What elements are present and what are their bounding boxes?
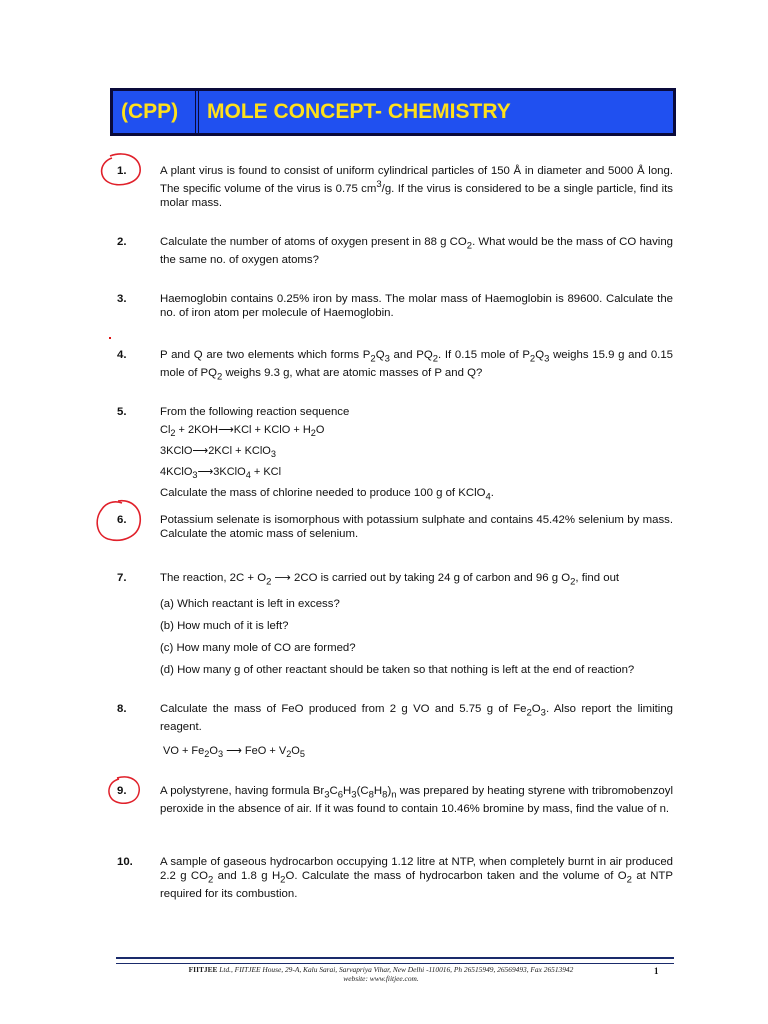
- footer-rule: [116, 957, 674, 964]
- page-number: 1: [654, 966, 659, 976]
- question-text: A sample of gaseous hydrocarbon occupying 1.12 litre at NTP, when completely burnt in air produced 2.2 g $CO_2$ and 1.8 g $H_2O$. Calculate the mass of hydrocarbon taken and the volume of $O_2$ at NTP required for its combustion.: [160, 856, 673, 901]
- question-outro: Calculate the mass of chlorine needed to produce 100 g of KClO$_4$.: [160, 486, 494, 502]
- question-number: 10.: [117, 856, 133, 868]
- question-number: 4.: [117, 349, 127, 361]
- option-b: (b) How much of it is left?: [160, 620, 289, 633]
- question-9: [117, 784, 673, 816]
- option-a: (a) Which reactant is left in excess?: [160, 598, 340, 611]
- header-bar: [110, 88, 676, 136]
- reaction-equation: VO + $Fe_2O_3$ ⟶ FeO + $V_2O_5$: [163, 745, 305, 760]
- stray-pen-mark: [109, 337, 111, 339]
- footer-address: FIITJEE Ltd., FIITJEE House, 29-A, Kalu Sarai, Sarvapriya Vihar, New Delhi -110016, Ph 26515949, 26569493, Fax 26513942 website: www.fiitjee.com.: [116, 965, 646, 983]
- question-number: 3.: [117, 293, 127, 305]
- reaction-equation-1: $Cl_2$ + 2KOH⟶KCl + KClO + $H_2O$: [160, 424, 325, 439]
- question-stem: The reaction, $2C + O_2$ ⟶ 2CO is carried out by taking 24 g of carbon and 96 g $O_2$, find out: [160, 572, 620, 588]
- question-number: 6.: [117, 514, 127, 526]
- worksheet-code: (CPP): [113, 91, 199, 133]
- question-6: [117, 513, 673, 541]
- question-number: 1.: [117, 165, 127, 177]
- footer-website: website: www.fiitjee.com.: [343, 974, 419, 983]
- question-number: 7.: [117, 572, 127, 584]
- option-d: (d) How many g of other reactant should be taken so that nothing is left at the end of reaction?: [160, 664, 635, 677]
- question-number: 5.: [117, 406, 127, 418]
- question-3: [117, 292, 673, 320]
- question-4: [117, 348, 673, 385]
- question-text: A plant virus is found to consist of uniform cylindrical particles of 150 Å in diameter and 5000 Å long. The specific volume of the virus is 0.75 $cm^3/g$. If the virus is considered to be a single particle, find its molar mass.: [160, 165, 673, 209]
- question-intro: From the following reaction sequence: [160, 406, 350, 418]
- footer-brand: FIITJEE: [188, 965, 218, 974]
- page-title: MOLE CONCEPT- CHEMISTRY: [207, 100, 511, 123]
- question-text: Calculate the mass of FeO produced from 2 g VO and 5.75 g of $Fe_2O_3$. Also report the limiting reagent. VO + $Fe_2O_3$ ⟶ FeO + $V_2O_5$: [160, 703, 674, 760]
- reaction-equation-2: 3KClO⟶2KCl + KClO$_3$: [160, 445, 276, 460]
- reaction-equation-3: 4KClO$_3$⟶3KClO$_4$ + KCl: [160, 466, 282, 481]
- question-8: [117, 702, 673, 761]
- question-text: Calculate the number of atoms of oxygen present in 88 g $CO_2$. What would be the mass of CO having the same no. of oxygen atoms?: [160, 236, 674, 267]
- question-5: [117, 405, 673, 504]
- option-c: (c) How many mole of CO are formed?: [160, 642, 356, 655]
- question-text: Haemoglobin contains 0.25% iron by mass. The molar mass of Haemoglobin is 89600. Calculate the no. of iron atom per molecule of Haemoglobin.: [160, 293, 673, 319]
- question-text: [160, 571, 673, 677]
- question-text: P and Q are two elements which forms $P_2Q_3$ and $PQ_2$. If 0.15 mole of $P_2Q_3$ weighs 15.9 g and 0.15 mole of $PQ_2$ weighs 9.3 g, what are atomic masses of P and Q?: [160, 349, 673, 383]
- question-1: [117, 164, 673, 210]
- question-text: Potassium selenate is isomorphous with potassium sulphate and contains 45.42% selenium by mass. Calculate the atomic mass of selenium.: [160, 514, 673, 540]
- question-2: [117, 235, 673, 267]
- question-text: [160, 405, 673, 504]
- question-10: [117, 855, 673, 901]
- question-number: 8.: [117, 703, 127, 715]
- question-7: [117, 571, 673, 677]
- question-number: 2.: [117, 236, 127, 248]
- question-text: A polystyrene, having formula $Br_3C_6H_3(C_8H_8)_n$ was prepared by heating styrene with tribromobenzoyl peroxide in the absence of air. If it was found to contain 10.46% bromine by mass, find the value of n.: [160, 785, 673, 816]
- question-number: 9.: [117, 785, 127, 797]
